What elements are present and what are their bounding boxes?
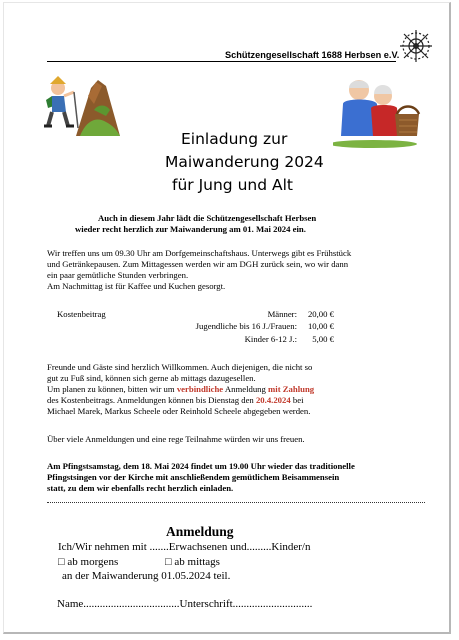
fee-amount-youth: 10,00 €	[307, 321, 334, 331]
option-morning-label: ab morgens	[67, 556, 119, 568]
checkbox-icon[interactable]: □	[58, 556, 65, 568]
para4-line-2: Pfingstsingen vor der Kirche mit anschließendem gemütlichem Beisammensein	[47, 472, 340, 482]
club-name: Schützengesellschaft 1688 Herbsen e.V.	[225, 50, 400, 60]
intro-line-1: Auch in diesem Jahr lädt die Schützengesellschaft Herbsen	[98, 213, 317, 223]
fee-who-youth: Jugendliche bis 16 J./Frauen:	[195, 321, 297, 331]
title-line-2: Maiwanderung 2024	[165, 153, 324, 171]
para4-line-3: statt, zu dem wir ebenfalls recht herzlich einladen.	[47, 483, 234, 493]
title-line-3: für Jung und Alt	[172, 176, 293, 194]
para2-line-3-a: Um planen zu können, bitten wir um	[47, 384, 177, 394]
form-participants-line: Ich/Wir nehmen mit .......Erwachsenen und.........Kinder/n	[58, 541, 311, 553]
option-morning[interactable]	[58, 556, 118, 568]
para2-line-4	[47, 395, 304, 406]
form-participation-line: an der Maiwanderung 01.05.2024 teil.	[62, 570, 231, 582]
fee-amount-men: 20,00 €	[307, 309, 334, 319]
form-title: Anmeldung	[166, 524, 234, 539]
hiker-illustration	[36, 66, 122, 138]
option-noon[interactable]	[165, 556, 220, 568]
option-noon-label: ab mittags	[174, 556, 220, 568]
fee-who-children: Kinder 6-12 J.:	[244, 334, 297, 344]
fee-amount-children: 5,00 €	[312, 334, 334, 344]
form-name-signature-line[interactable]: Name...................................Unterschrift.............................	[57, 598, 313, 610]
para2-line-4-c: bei	[290, 395, 304, 405]
fees-label: Kostenbeitrag	[57, 309, 106, 319]
cut-line	[47, 502, 425, 503]
para2-line-3	[47, 384, 314, 395]
checkbox-icon[interactable]: □	[165, 556, 172, 568]
binding-highlight: verbindliche	[176, 384, 224, 394]
para4-line-1: Am Pfingstsamstag, dem 18. Mai 2024 findet um 19.00 Uhr wieder das traditionelle	[47, 461, 355, 471]
para1-line-1: Wir treffen uns um 09.30 Uhr am Dorfgemeinschaftshaus. Unterwegs gibt es Frühstück	[47, 248, 352, 258]
title-line-1: Einladung zur	[181, 130, 288, 148]
para1-line-2: und Getränkepausen. Zum Mittagessen werden wir am DGH zurück sein, wo wir dann	[47, 259, 349, 269]
para2-line-1: Freunde und Gäste sind herzlich Willkommen. Auch diejenigen, die nicht so	[47, 362, 313, 372]
para2-line-3-c: Anmeldung	[223, 384, 269, 394]
para3-line: Über viele Anmeldungen und eine rege Teilnahme würden wir uns freuen.	[47, 434, 305, 444]
header-rule	[47, 61, 396, 62]
club-emblem-icon	[398, 28, 434, 64]
couple-illustration	[333, 74, 429, 148]
fee-who-men: Männer:	[267, 309, 297, 319]
para1-line-4: Am Nachmittag ist für Kaffee und Kuchen gesorgt.	[47, 281, 226, 291]
deadline-highlight: 20.4.2024	[255, 395, 291, 405]
para1-line-3: ein paar gemütliche Stunden verbringen.	[47, 270, 189, 280]
intro-line-2: wieder recht herzlich zur Maiwanderung am 01. Mai 2024 ein.	[75, 224, 306, 234]
payment-highlight: mit Zahlung	[268, 384, 315, 394]
para2-line-5: Michael Marek, Markus Scheele oder Reinhold Scheele abgegeben werden.	[47, 406, 311, 416]
para2-line-2: gut zu Fuß sind, können sich gerne ab mittags dazugesellen.	[47, 373, 256, 383]
para2-line-4-a: des Kostenbeitrags. Anmeldungen können bis Dienstag den	[47, 395, 256, 405]
